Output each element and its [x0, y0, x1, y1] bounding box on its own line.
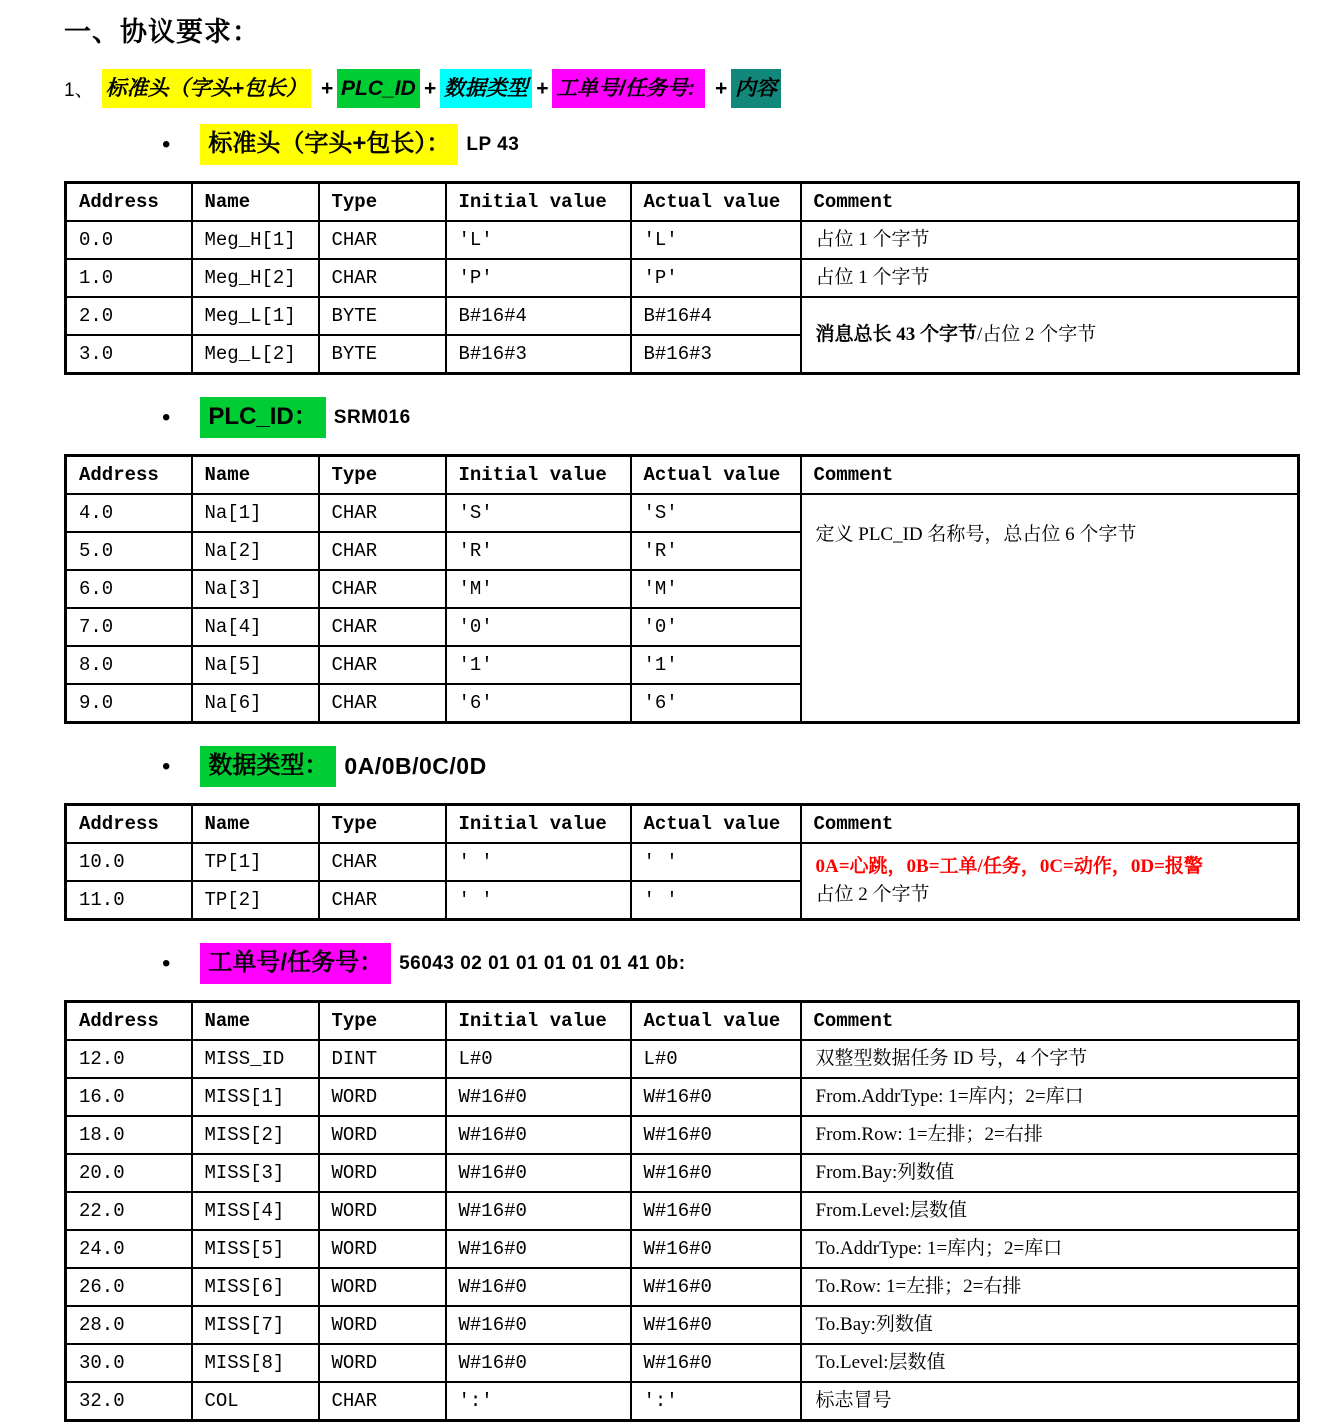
protocol-table-work-order	[64, 1000, 1300, 1422]
table-header-row	[66, 1002, 1299, 1041]
heading-label: 标准头（字头+包长）：	[200, 124, 458, 165]
table-cell: W#16#0	[631, 1344, 801, 1382]
column-header: Comment	[801, 456, 1299, 495]
table-cell: Na[3]	[192, 570, 319, 608]
table-cell: 6.0	[66, 570, 192, 608]
table-header-row	[66, 183, 1299, 222]
table-cell: ':'	[631, 1382, 801, 1421]
column-header: Type	[319, 183, 446, 222]
table-cell: 'M'	[631, 570, 801, 608]
protocol-table-standard-header	[64, 181, 1300, 375]
table-cell: '1'	[631, 646, 801, 684]
table-cell: CHAR	[319, 221, 446, 259]
section-heading-standard-header	[162, 124, 1298, 165]
table-cell: MISS[4]	[192, 1192, 319, 1230]
table-cell: CHAR	[319, 494, 446, 532]
column-header: Comment	[801, 183, 1299, 222]
table-cell: W#16#0	[446, 1344, 631, 1382]
table-cell: W#16#0	[631, 1116, 801, 1154]
table-cell: 5.0	[66, 532, 192, 570]
table-cell: CHAR	[319, 1382, 446, 1421]
table-cell: BYTE	[319, 335, 446, 374]
table-cell: B#16#4	[446, 297, 631, 335]
column-header: Name	[192, 1002, 319, 1041]
table-cell: ' '	[631, 843, 801, 881]
table-row	[66, 1078, 1299, 1116]
table-cell: WORD	[319, 1116, 446, 1154]
table-cell: CHAR	[319, 881, 446, 920]
section-data-type	[64, 746, 1298, 921]
bullet-icon: •	[162, 403, 171, 431]
comment-red-text: 0A=心跳，0B=工单/任务，0C=动作，0D=报警	[815, 856, 1203, 878]
column-header: Name	[192, 456, 319, 495]
comment-cell: From.AddrType: 1=库内；2=库口	[801, 1078, 1299, 1116]
table-row	[66, 1230, 1299, 1268]
table-cell: W#16#0	[446, 1192, 631, 1230]
formula-segment: 工单号/任务号:	[552, 69, 705, 108]
comment-cell: 占位 1 个字节	[801, 221, 1299, 259]
table-cell: 'S'	[446, 494, 631, 532]
table-cell: TP[2]	[192, 881, 319, 920]
table-cell: MISS[2]	[192, 1116, 319, 1154]
formula-segment: +	[535, 76, 549, 100]
table-row	[66, 1382, 1299, 1421]
table-cell: WORD	[319, 1306, 446, 1344]
table-cell: W#16#0	[446, 1154, 631, 1192]
formula-segment: 标准头（字头+包长）	[102, 69, 311, 108]
column-header: Actual value	[631, 183, 801, 222]
table-cell: W#16#0	[446, 1078, 631, 1116]
table-cell: Na[6]	[192, 684, 319, 723]
table-cell: B#16#4	[631, 297, 801, 335]
table-cell: CHAR	[319, 570, 446, 608]
table-cell: Meg_H[1]	[192, 221, 319, 259]
section-plc-id	[64, 397, 1298, 724]
heading-label: PLC_ID：	[200, 397, 325, 438]
formula-segment: 内容	[731, 69, 781, 108]
table-cell: 20.0	[66, 1154, 192, 1192]
table-cell: '1'	[446, 646, 631, 684]
table-cell: Na[1]	[192, 494, 319, 532]
table-cell: B#16#3	[446, 335, 631, 374]
table-cell: MISS_ID	[192, 1040, 319, 1078]
comment-cell: From.Bay:列数值	[801, 1154, 1299, 1192]
table-cell: 'L'	[631, 221, 801, 259]
table-cell: ':'	[446, 1382, 631, 1421]
table-row	[66, 1040, 1299, 1078]
table-cell: L#0	[631, 1040, 801, 1078]
comment-cell: From.Row: 1=左排；2=右排	[801, 1116, 1299, 1154]
heading-label: 工单号/任务号：	[200, 943, 391, 984]
comment-cell: 0A=心跳，0B=工单/任务，0C=动作，0D=报警 占位 2 个字节	[801, 843, 1299, 920]
section-heading-work-order	[162, 943, 1298, 984]
table-cell: COL	[192, 1382, 319, 1421]
comment-cell: To.Bay:列数值	[801, 1306, 1299, 1344]
formula-segment: 数据类型	[440, 69, 532, 108]
column-header: Name	[192, 183, 319, 222]
table-cell: ' '	[631, 881, 801, 920]
column-header: Comment	[801, 805, 1299, 844]
comment-cell: 定义 PLC_ID 名称号，总占位 6 个字节	[801, 494, 1299, 723]
column-header: Actual value	[631, 1002, 801, 1041]
table-cell: W#16#0	[446, 1268, 631, 1306]
table-row	[66, 221, 1299, 259]
table-cell: '0'	[446, 608, 631, 646]
table-row	[66, 1192, 1299, 1230]
table-cell: 1.0	[66, 259, 192, 297]
table-cell: 12.0	[66, 1040, 192, 1078]
table-cell: 'M'	[446, 570, 631, 608]
comment-bold-text: 消息总长 43 个字节	[815, 324, 978, 346]
table-row	[66, 1344, 1299, 1382]
table-cell: Meg_L[2]	[192, 335, 319, 374]
heading-value: 0A/0B/0C/0D	[344, 753, 487, 779]
comment-cell: 消息总长 43 个字节/占位 2 个字节	[801, 297, 1299, 374]
table-row	[66, 297, 1299, 335]
table-row	[66, 1116, 1299, 1154]
table-cell: 26.0	[66, 1268, 192, 1306]
table-cell: 4.0	[66, 494, 192, 532]
section-work-order	[64, 943, 1298, 1422]
table-row	[66, 1268, 1299, 1306]
formula-segments	[102, 78, 781, 100]
table-cell: ' '	[446, 881, 631, 920]
table-cell: 18.0	[66, 1116, 192, 1154]
table-cell: W#16#0	[446, 1116, 631, 1154]
column-header: Initial value	[446, 456, 631, 495]
table-cell: 0.0	[66, 221, 192, 259]
table-cell: DINT	[319, 1040, 446, 1078]
column-header: Type	[319, 1002, 446, 1041]
table-cell: 28.0	[66, 1306, 192, 1344]
table-cell: MISS[8]	[192, 1344, 319, 1382]
table-cell: Meg_L[1]	[192, 297, 319, 335]
comment-cell: 标志冒号	[801, 1382, 1299, 1421]
table-cell: WORD	[319, 1268, 446, 1306]
table-cell: W#16#0	[446, 1230, 631, 1268]
comment-cell: From.Level:层数值	[801, 1192, 1299, 1230]
column-header: Address	[66, 1002, 192, 1041]
section-standard-header	[64, 124, 1298, 375]
formula-segment: +	[423, 76, 436, 100]
table-cell: WORD	[319, 1230, 446, 1268]
heading-label: 数据类型：	[200, 746, 336, 787]
table-cell: MISS[7]	[192, 1306, 319, 1344]
table-cell: MISS[3]	[192, 1154, 319, 1192]
table-cell: 3.0	[66, 335, 192, 374]
heading-value: 56043 02 01 01 01 01 01 41 0b:	[399, 952, 686, 974]
comment-cell: To.Row: 1=左排；2=右排	[801, 1268, 1299, 1306]
table-cell: Na[2]	[192, 532, 319, 570]
bullet-icon: •	[162, 130, 171, 158]
bullet-icon: •	[162, 752, 171, 780]
column-header: Name	[192, 805, 319, 844]
comment-cell: To.AddrType: 1=库内；2=库口	[801, 1230, 1299, 1268]
table-cell: 'P'	[631, 259, 801, 297]
column-header: Initial value	[446, 1002, 631, 1041]
table-cell: 8.0	[66, 646, 192, 684]
table-cell: Meg_H[2]	[192, 259, 319, 297]
table-cell: 10.0	[66, 843, 192, 881]
table-cell: 7.0	[66, 608, 192, 646]
column-header: Type	[319, 805, 446, 844]
heading-value: LP 43	[466, 133, 520, 155]
table-row	[66, 1306, 1299, 1344]
table-cell: Na[4]	[192, 608, 319, 646]
table-cell: CHAR	[319, 843, 446, 881]
table-cell: WORD	[319, 1192, 446, 1230]
table-cell: 'P'	[446, 259, 631, 297]
column-header: Actual value	[631, 805, 801, 844]
table-cell: MISS[5]	[192, 1230, 319, 1268]
table-cell: 16.0	[66, 1078, 192, 1116]
comment-cell: 占位 1 个字节	[801, 259, 1299, 297]
table-cell: '6'	[631, 684, 801, 723]
table-cell: BYTE	[319, 297, 446, 335]
column-header: Type	[319, 456, 446, 495]
table-cell: '0'	[631, 608, 801, 646]
table-row	[66, 259, 1299, 297]
table-cell: W#16#0	[446, 1306, 631, 1344]
table-cell: CHAR	[319, 684, 446, 723]
table-cell: CHAR	[319, 608, 446, 646]
heading-value: SRM016	[333, 406, 411, 428]
table-cell: 'R'	[631, 532, 801, 570]
protocol-table-data-type	[64, 803, 1300, 921]
table-cell: CHAR	[319, 646, 446, 684]
table-header-row	[66, 805, 1299, 844]
table-header-row	[66, 456, 1299, 495]
column-header: Address	[66, 183, 192, 222]
formula-segment: PLC_ID	[337, 69, 420, 108]
comment-cell: To.Level:层数值	[801, 1344, 1299, 1382]
table-row	[66, 843, 1299, 881]
table-cell: 24.0	[66, 1230, 192, 1268]
formula-number: 1、	[64, 80, 94, 101]
table-cell: 11.0	[66, 881, 192, 920]
page-title: 一、协议要求：	[64, 17, 260, 47]
table-cell: WORD	[319, 1344, 446, 1382]
table-cell: WORD	[319, 1154, 446, 1192]
table-cell: W#16#0	[631, 1078, 801, 1116]
column-header: Initial value	[446, 183, 631, 222]
column-header: Initial value	[446, 805, 631, 844]
table-cell: 22.0	[66, 1192, 192, 1230]
table-cell: 'L'	[446, 221, 631, 259]
table-cell: 'S'	[631, 494, 801, 532]
table-cell: TP[1]	[192, 843, 319, 881]
table-cell: 30.0	[66, 1344, 192, 1382]
table-cell: W#16#0	[631, 1192, 801, 1230]
table-row	[66, 1154, 1299, 1192]
table-cell: WORD	[319, 1078, 446, 1116]
section-heading-plc-id	[162, 397, 1298, 438]
protocol-formula-line	[64, 75, 1298, 102]
section-heading-data-type	[162, 746, 1298, 787]
formula-segment: +	[708, 76, 727, 100]
table-cell: 32.0	[66, 1382, 192, 1421]
table-cell: CHAR	[319, 259, 446, 297]
table-cell: B#16#3	[631, 335, 801, 374]
table-cell: L#0	[446, 1040, 631, 1078]
table-cell: W#16#0	[631, 1154, 801, 1192]
table-cell: ' '	[446, 843, 631, 881]
table-row	[66, 494, 1299, 532]
column-header: Actual value	[631, 456, 801, 495]
table-cell: CHAR	[319, 532, 446, 570]
table-cell: W#16#0	[631, 1268, 801, 1306]
column-header: Address	[66, 456, 192, 495]
table-cell: MISS[6]	[192, 1268, 319, 1306]
table-cell: W#16#0	[631, 1230, 801, 1268]
column-header: Comment	[801, 1002, 1299, 1041]
comment-cell: 双整型数据任务 ID 号，4 个字节	[801, 1040, 1299, 1078]
formula-segment: +	[314, 76, 333, 100]
table-cell: 2.0	[66, 297, 192, 335]
table-cell: Na[5]	[192, 646, 319, 684]
table-cell: MISS[1]	[192, 1078, 319, 1116]
table-cell: W#16#0	[631, 1306, 801, 1344]
table-cell: 9.0	[66, 684, 192, 723]
protocol-table-plc-id	[64, 454, 1300, 724]
column-header: Address	[66, 805, 192, 844]
table-cell: '6'	[446, 684, 631, 723]
bullet-icon: •	[162, 949, 171, 977]
table-cell: 'R'	[446, 532, 631, 570]
